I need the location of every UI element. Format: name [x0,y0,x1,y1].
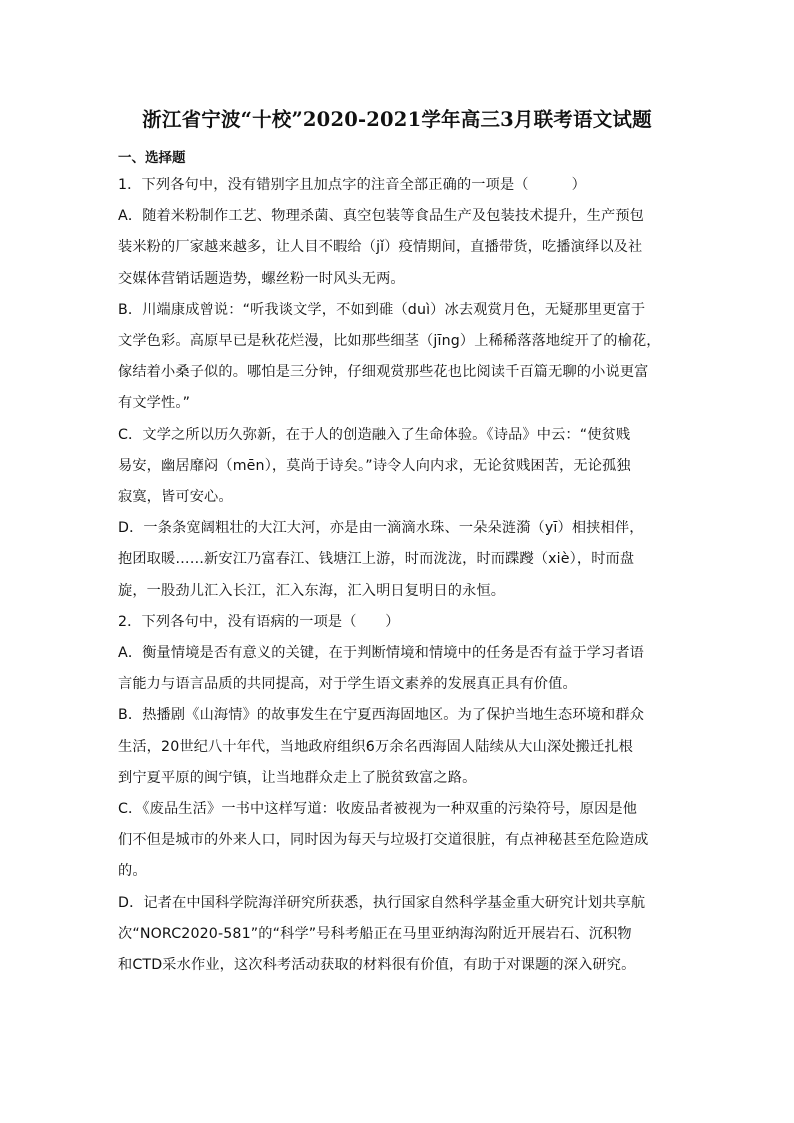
text-line: 易安，幽居靡闷（mēn），莫尚于诗矣。”诗令人向内求，无论贫贱困苦，无论孤独 [118,457,631,474]
text-line: D．记者在中国科学院海洋研究所获悉，执行国家自然科学基金重大研究计划共享航 [118,894,646,911]
section-heading: 一、选择题 [118,150,186,166]
text-line: 有文学性。” [118,395,191,412]
text-line: 装米粉的厂家越来越多，让人目不暇给（jǐ）疫情期间，直播带货，吃播演绎以及社 [118,239,643,256]
text-line: 旋，一股劲儿汇入长江，汇入东海，汇入明日复明日的永恒。 [118,582,506,599]
text-line: A．衡量情境是否有意义的关键，在于判断情境和情境中的任务是否有益于学习者语 [118,645,645,662]
text-line: D．一条条宽阔粗壮的大江大河，亦是由一滴滴水珠、一朵朵涟漪（yī）相挟相伴， [118,520,644,537]
text-line: 到宁夏平原的闽宁镇，让当地群众走上了脱贫致富之路。 [118,769,477,786]
text-line: 们不但是城市的外来人口，同时因为每天与垃圾打交道很脏，有点神秘甚至危险造成 [118,832,649,849]
text-line: 抱团取暖……新安江乃富春江、钱塘江上游，时而泷泷，时而蹀躞（xiè），时而盘 [118,551,635,568]
text-line: 和CTD采水作业，这次科考活动获取的材料很有价值，有助于对课题的深入研究。 [118,957,636,974]
text-line: 次“NORC2020-581”的“科学”号科考船正在马里亚纳海沟附近开展岩石、沉积物 [118,925,632,942]
text-line: 的。 [118,863,147,880]
text-line: 言能力与语言品质的共同提高，对于学生语文素养的发展真正具有价值。 [118,676,577,693]
text-line: B．热播剧《山海情》的故事发生在宁夏西海固地区。为了保护当地生态环境和群众 [118,707,645,724]
text-line: 1．下列各句中，没有错别字且加点字的注音全部正确的一项是（ ） [118,177,586,193]
text-line: 寂寞，皆可安心。 [118,489,233,506]
text-line: B．川端康成曾说：“听我谈文学，不如到碓（duì）冰去观赏月色，无疑那里更富于 [118,301,646,318]
page-title: 浙江省宁波“十校”2020-2021学年高三3月联考语文试题 [142,108,652,131]
text-line: 生活，20世纪八十年代，当地政府组织6万余名西海固人陆续从大山深处搬迁扎根 [118,738,634,755]
text-line: C．文学之所以历久弥新，在于人的创造融入了生命体验。《诗品》中云：“使贫贱 [118,426,631,443]
text-line: 2．下列各句中，没有语病的一项是（ ） [118,613,400,630]
text-line: 傢结着小桑子似的。哪怕是三分钟，仔细观赏那些花也比阅读千百篇无聊的小说更富 [118,364,649,381]
text-line: A．随着米粉制作工艺、物理杀菌、真空包装等食品生产及包装技术提升，生产预包 [118,208,645,225]
text-line: 文学色彩。高原早已是秋花烂漫，比如那些细茎（jīng）上稀稀落落地绽开了的榆花， [118,333,661,350]
text-line: 交媒体营销话题造势，螺丝粉一时风头无两。 [118,270,405,287]
text-line: C．《废品生活》一书中这样写道：收废品者被视为一种双重的污染符号，原因是他 [118,801,638,818]
question-body [118,170,678,981]
